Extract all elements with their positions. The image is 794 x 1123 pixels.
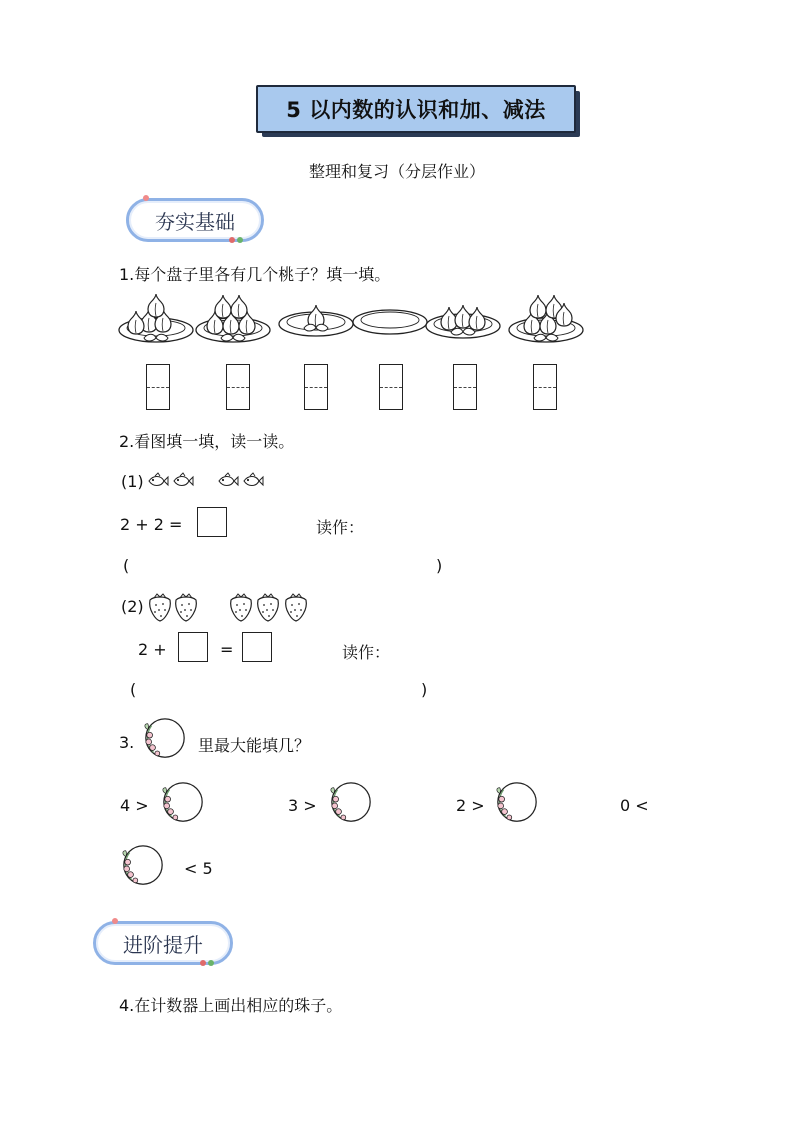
question-4-text: 4.在计数器上画出相应的珠子。 xyxy=(119,996,343,1015)
answer-box[interactable] xyxy=(197,507,227,537)
plate-1 xyxy=(119,294,193,342)
wreath-circle-icon[interactable] xyxy=(120,843,166,889)
section-badge-label: 进阶提升 xyxy=(123,932,203,957)
read-paren-open-2: ( xyxy=(130,680,137,699)
answer-box[interactable] xyxy=(146,364,170,410)
wreath-circle-icon xyxy=(142,716,188,762)
read-label-2: 读作： xyxy=(342,643,391,662)
answer-box[interactable] xyxy=(379,364,403,410)
fish-group-illustration xyxy=(147,470,267,492)
plate-3 xyxy=(279,305,353,336)
plate-6 xyxy=(509,295,583,342)
leaf-icon xyxy=(237,237,243,243)
strawberry-group-illustration xyxy=(146,589,316,623)
plate-5 xyxy=(426,305,500,338)
answer-box[interactable] xyxy=(304,364,328,410)
section-badge-label: 夯实基础 xyxy=(155,209,235,234)
question-1-text: 1.每个盘子里各有几个桃子？填一填。 xyxy=(119,265,391,284)
answer-box[interactable] xyxy=(226,364,250,410)
plate-2 xyxy=(196,295,270,342)
read-paren-close-1: ) xyxy=(436,556,443,575)
section-badge-basic xyxy=(126,198,264,242)
answer-box[interactable] xyxy=(453,364,477,410)
compare-item-2: 3 > xyxy=(288,796,317,815)
section-badge-advanced xyxy=(93,921,233,965)
wreath-circle-icon[interactable] xyxy=(328,780,374,826)
flower-icon xyxy=(229,237,235,243)
read-paren-close-2: ) xyxy=(421,680,428,699)
equation-1-left: 2 + 2 = xyxy=(120,515,183,534)
part-1-label: (1) xyxy=(121,472,144,491)
compare-item-4: 0 < xyxy=(620,796,649,815)
equation-2-a: 2 + xyxy=(138,640,167,659)
read-label-1: 读作： xyxy=(316,518,365,537)
compare-item-3: 2 > xyxy=(456,796,485,815)
leaf-icon xyxy=(208,960,214,966)
answer-box[interactable] xyxy=(178,632,208,662)
flower-icon xyxy=(112,918,118,924)
flower-icon xyxy=(143,195,149,201)
equation-2-equals: = xyxy=(220,640,234,659)
wreath-circle-icon[interactable] xyxy=(160,780,206,826)
part-2-label: (2) xyxy=(121,597,144,616)
answer-box[interactable] xyxy=(242,632,272,662)
question-3-prefix: 3. xyxy=(119,733,135,752)
answer-box[interactable] xyxy=(533,364,557,410)
page-subtitle: 整理和复习（分层作业） xyxy=(308,162,485,181)
read-paren-open-1: ( xyxy=(123,556,130,575)
flower-icon xyxy=(200,960,206,966)
question-2-text: 2.看图填一填，读一读。 xyxy=(119,432,295,451)
compare-item-5: < 5 xyxy=(184,859,213,878)
plate-4 xyxy=(353,310,427,334)
compare-item-1: 4 > xyxy=(120,796,149,815)
wreath-circle-icon[interactable] xyxy=(494,780,540,826)
page-title: 5 以内数的认识和加、减法 xyxy=(256,85,576,133)
question-3-text: 里最大能填几？ xyxy=(198,736,311,755)
peach-plates-illustration xyxy=(116,292,596,356)
